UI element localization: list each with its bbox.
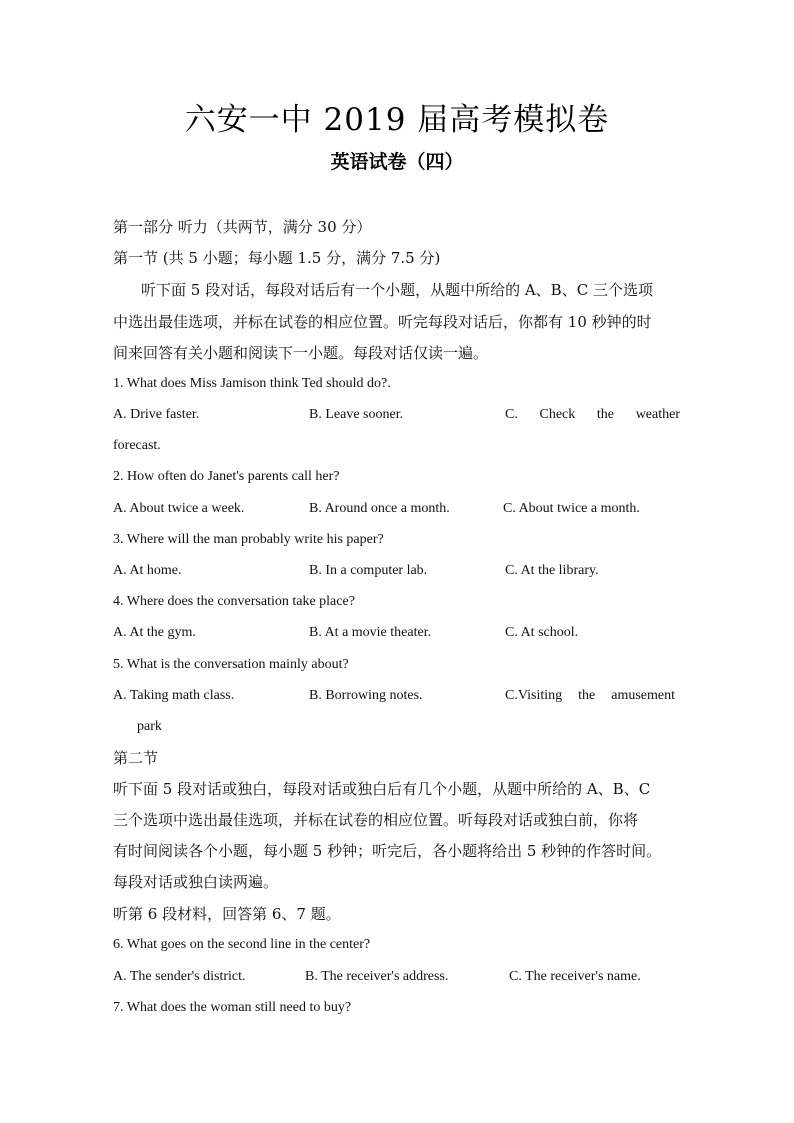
option-c-word: C. <box>505 407 518 422</box>
question-5: 5. What is the conversation mainly about? <box>113 657 349 672</box>
option-c-word: the <box>596 407 615 422</box>
option-c: C. About twice a month. <box>503 501 640 516</box>
option-c <box>505 686 675 706</box>
option-c-word: weather <box>635 407 680 422</box>
question-6: 6. What goes on the second line in the center? <box>113 937 371 952</box>
instruction-line: 有时间阅读各个小题，每小题 5 秒钟；听完后，各小题将给出 5 秒钟的作答时间。 <box>113 842 662 860</box>
option-b: B. Leave sooner. <box>309 407 404 422</box>
section2-heading: 第二节 <box>113 749 159 767</box>
instruction-line: 三个选项中选出最佳选项，并标在试卷的相应位置。听每段对话或独白前，你将 <box>113 811 639 829</box>
page-subtitle: 英语试卷（四） <box>330 151 464 173</box>
page-title: 六安一中 2019 届高考模拟卷 <box>184 102 610 138</box>
option-c: C. At the library. <box>505 563 599 578</box>
option-c-continuation: park <box>137 719 162 734</box>
option-a: A. Drive faster. <box>113 407 200 422</box>
option-b: B. At a movie theater. <box>309 625 432 640</box>
instruction-line: 每段对话或独白读两遍。 <box>113 873 279 891</box>
instruction-line: 听下面 5 段对话或独白，每段对话或独白后有几个小题，从题中所给的 A、B、C <box>113 780 651 798</box>
question-1: 1. What does Miss Jamison think Ted should do?. <box>113 376 391 391</box>
option-b: B. Borrowing notes. <box>309 688 423 703</box>
question-2: 2. How often do Janet's parents call her? <box>113 469 340 484</box>
section1-heading: 第一节 (共 5 小题；每小题 1.5 分，满分 7.5 分) <box>113 249 441 267</box>
option-c-word: amusement <box>611 688 675 703</box>
option-c-word: the <box>578 688 596 703</box>
option-b: B. The receiver's address. <box>305 969 449 984</box>
option-a: A. At the gym. <box>113 625 196 640</box>
part1-heading: 第一部分 听力（共两节，满分 30 分） <box>113 218 372 236</box>
question-7: 7. What does the woman still need to buy? <box>113 1000 352 1015</box>
material-heading: 听第 6 段材料，回答第 6、7 题。 <box>113 905 341 923</box>
instruction-line: 听下面 5 段对话，每段对话后有一个小题，从题中所给的 A、B、C 三个选项 <box>141 281 653 299</box>
instruction-line: 间来回答有关小题和阅读下一小题。每段对话仅读一遍。 <box>113 344 489 362</box>
option-c-word: C.Visiting <box>505 688 563 703</box>
option-a: A. About twice a week. <box>113 501 245 516</box>
option-c: C. The receiver's name. <box>509 969 641 984</box>
option-c-continuation: forecast. <box>113 438 161 453</box>
option-b: B. In a computer lab. <box>309 563 428 578</box>
option-b: B. Around once a month. <box>309 501 450 516</box>
option-a: A. At home. <box>113 563 182 578</box>
question-4: 4. Where does the conversation take place? <box>113 594 355 609</box>
option-a: A. Taking math class. <box>113 688 235 703</box>
option-c <box>505 405 680 425</box>
option-c-word: Check <box>539 407 576 422</box>
question-3: 3. Where will the man probably write his paper? <box>113 532 384 547</box>
instruction-line: 中选出最佳选项，并标在试卷的相应位置。听完每段对话后，你都有 10 秒钟的时 <box>113 313 652 331</box>
option-a: A. The sender's district. <box>113 969 246 984</box>
option-c: C. At school. <box>505 625 579 640</box>
